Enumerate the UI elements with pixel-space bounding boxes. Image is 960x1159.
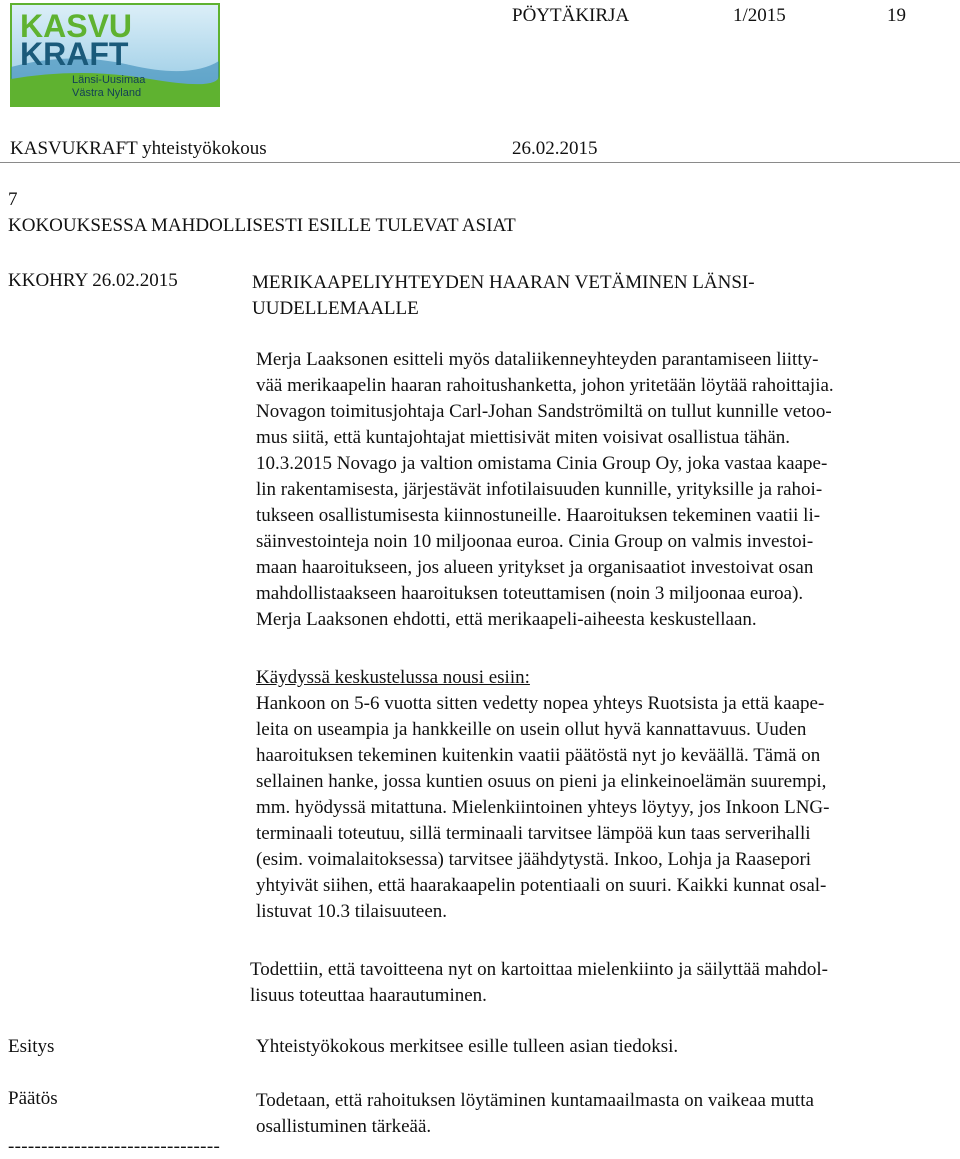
kasvukraft-logo	[10, 3, 220, 107]
page-number: 19	[887, 5, 906, 26]
text-line: Hankoon on 5-6 vuotta sitten vedetty nopea yhteys Ruotsista ja että kaape-	[256, 693, 825, 714]
text-line: Novagon toimitusjohtaja Carl-Johan Sandströmiltä on tullut kunnille vetoo-	[256, 401, 832, 422]
text-line: lin rakentamisesta, järjestävät infotilaisuuden kunnille, yrityksille ja rahoi-	[256, 479, 823, 500]
item-reference: KKOHRY 26.02.2015	[8, 270, 178, 291]
text-line: mus siitä, että kuntajohtajat miettisivät miten voisivat osallistua tähän.	[256, 427, 791, 448]
logo-line-2: KRAFT	[20, 36, 129, 72]
paragraph-conclusion	[250, 957, 950, 1009]
meeting-date: 26.02.2015	[512, 138, 598, 159]
text-line: Todettiin, että tavoitteena nyt on kartoittaa mielenkiinto ja säilyttää mahdol-	[250, 959, 828, 980]
text-line: (esim. voimalaitoksessa) tarvitsee jäähdytystä. Inkoo, Lohja ja Raasepori	[256, 849, 812, 870]
text-line: sellainen hanke, jossa kuntien osuus on pieni ja elinkeinoelämän suurempi,	[256, 771, 827, 792]
text-line: haaroituksen tekeminen kuitenkin vaatii päätöstä nyt jo keväällä. Tämä on	[256, 745, 821, 766]
section-title: KOKOUKSESSA MAHDOLLISESTI ESILLE TULEVAT ASIAT	[8, 215, 516, 236]
text-line: tukseen osallistumisesta kiinnostuneille. Haaroituksen tekeminen vaatii li-	[256, 505, 821, 526]
text-line: 10.3.2015 Novago ja valtion omistama Cinia Group Oy, joka vastaa kaape-	[256, 453, 828, 474]
item-title	[252, 270, 952, 322]
text-line: Todetaan, että rahoituksen löytäminen kuntamaailmasta on vaikeaa mutta	[256, 1090, 814, 1111]
item-title-line: UUDELLEMAALLE	[252, 298, 419, 319]
logo-line-1: KASVU	[20, 8, 133, 44]
section-number: 7	[8, 189, 18, 210]
text-line: leita on useampia ja hankkeille on usein ollut hyvä kannattavuus. Uuden	[256, 719, 807, 740]
text-line: maan haaroitukseen, jos alueen yritykset ja organisaatiot investoivat osan	[256, 557, 814, 578]
proposal-label: Esitys	[8, 1036, 55, 1057]
text-line: vää merikaapelin haaran rahoitushanketta, johon yritetään löytää rahoittajia.	[256, 375, 834, 396]
text-line: Merja Laaksonen ehdotti, että merikaapeli-aiheesta keskustellaan.	[256, 609, 757, 630]
text-line: osallistuminen tärkeää.	[256, 1116, 432, 1137]
proposal-text: Yhteistyökokous merkitsee esille tulleen asian tiedoksi.	[256, 1036, 679, 1057]
text-line: yhtyivät siihen, että haarakaapelin potentiaali on suuri. Kaikki kunnat osal-	[256, 875, 827, 896]
logo-line-4: Västra Nyland	[72, 87, 142, 99]
decision-label: Päätös	[8, 1088, 58, 1109]
document-type: PÖYTÄKIRJA	[512, 5, 630, 26]
text-line: mahdollistaakseen haaroituksen toteuttamisen (noin 3 miljoonaa euroa).	[256, 583, 804, 604]
document-number: 1/2015	[733, 5, 786, 26]
text-line: mm. hyödyssä mitattuna. Mielenkiintoinen yhteys löytyy, jos Inkoon LNG-	[256, 797, 830, 818]
meeting-name: KASVUKRAFT yhteistyökokous	[10, 138, 267, 159]
discussion-heading: Käydyssä keskustelussa nousi esiin:	[256, 667, 530, 688]
paragraph-discussion	[256, 665, 956, 925]
header-divider	[0, 162, 960, 163]
text-line: Merja Laaksonen esitteli myös dataliikenneyhteyden parantamiseen liitty-	[256, 349, 819, 370]
separator-line: --------------------------------	[8, 1136, 221, 1157]
logo-line-3: Länsi-Uusimaa	[72, 74, 146, 86]
paragraph-presentation	[256, 347, 956, 633]
text-line: listuvat 10.3 tilaisuuteen.	[256, 901, 448, 922]
text-line: säinvestointeja noin 10 miljoonaa euroa. Cinia Group on valmis investoi-	[256, 531, 814, 552]
text-line: lisuus toteuttaa haarautuminen.	[250, 985, 487, 1006]
decision-text	[256, 1088, 956, 1140]
text-line: terminaali toteutuu, sillä terminaali tarvitsee lämpöä kun taas serverihalli	[256, 823, 811, 844]
item-title-line: MERIKAAPELIYHTEYDEN HAARAN VETÄMINEN LÄNSI-	[252, 272, 755, 293]
